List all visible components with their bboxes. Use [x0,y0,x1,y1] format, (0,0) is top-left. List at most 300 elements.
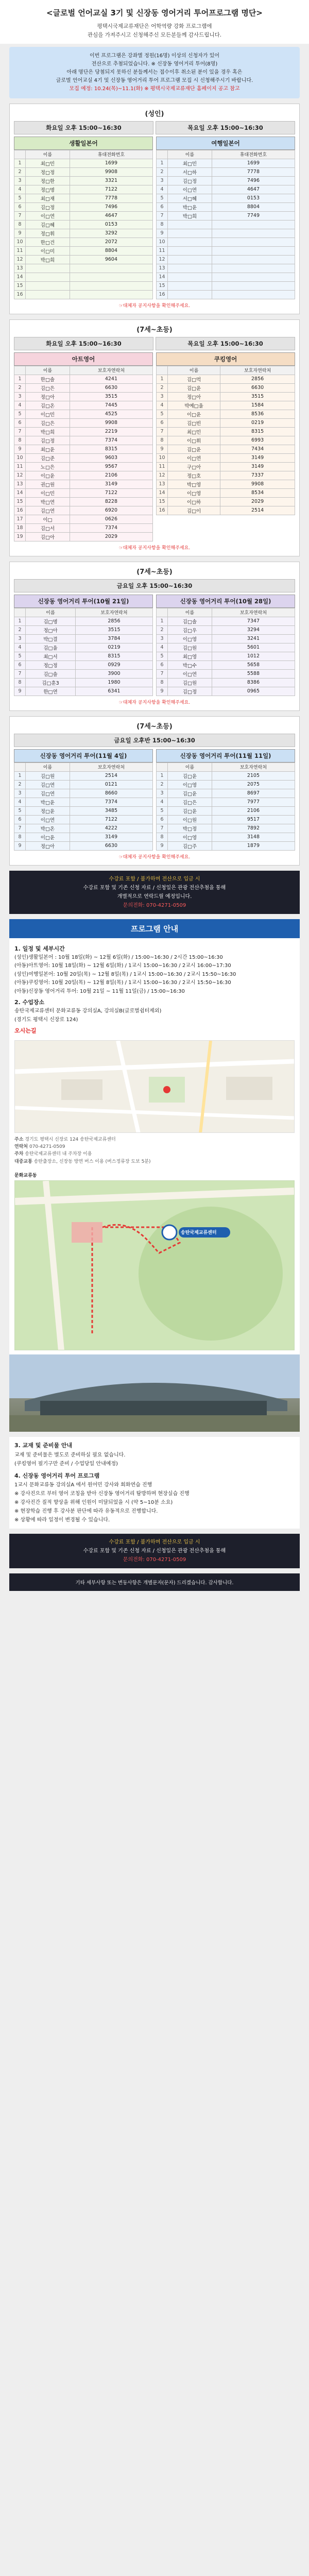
row-name: 김□우 [168,625,212,634]
campus-map-canvas[interactable] [14,1180,295,1350]
row-number: 1 [157,375,168,383]
col-phone-header: 보호자연락처 [70,762,152,771]
table-header-row [157,762,295,771]
col-number-header [157,762,168,771]
row-number: 10 [14,453,26,462]
row-name: 김□정 [168,176,212,185]
table-row [14,506,153,515]
row-name: 최□민 [26,159,70,167]
row-name: 이□휘 [168,436,220,445]
row-phone: 2105 [212,771,295,780]
notice-line-2: 전산으로 추첨되었습니다. ※ 신장동 영어거리 투어(8명) [91,61,218,67]
row-number: 8 [14,220,26,229]
row-phone: 8315 [220,427,295,436]
page-header [0,0,309,44]
row-name: 이□하 [168,497,220,506]
row-name [168,264,212,273]
row-name: 김□서 [26,523,70,532]
row-number: 15 [14,281,26,290]
row-number: 5 [157,652,168,660]
map-canvas[interactable] [14,1040,295,1133]
table-row [14,471,153,480]
row-phone: 6341 [75,687,152,696]
table-row [157,625,295,634]
row-number: 8 [157,220,168,229]
row-phone: 7778 [212,167,295,176]
table-row [157,290,295,299]
row-number: 19 [14,532,26,541]
row-phone: 2075 [212,780,295,789]
row-phone [212,290,295,299]
building-photo [9,1354,300,1432]
table-row [157,392,295,401]
footer-note: ☞대체자 공지사항을 확인해주세요. [118,854,191,860]
table-header-row [14,150,153,159]
table-row [14,273,153,281]
day-left: 화요일 오후 15:00~16:30 [14,121,153,134]
col-name-header: 이름 [168,608,212,617]
row-phone: 3515 [75,625,152,634]
row-name: 김□온 [26,401,70,410]
table-row [14,660,153,669]
row-number: 3 [157,789,168,798]
row-phone: 3784 [75,634,152,643]
row-number: 15 [157,497,168,506]
row-name: 이□윤 [168,410,220,418]
table-row [157,383,295,392]
table-row [14,410,153,418]
row-name: 이□영 [168,488,220,497]
table-row [157,687,295,696]
row-number: 3 [157,634,168,643]
row-name: 김□은 [26,418,70,427]
group-header: 여행일본어 [156,137,295,150]
row-name: 김□원 [168,643,212,652]
row-number: 6 [14,202,26,211]
row-phone: 1699 [70,159,152,167]
table-row [14,159,153,167]
row-number: 7 [157,211,168,220]
row-phone: 3321 [70,176,152,185]
row-phone: 2219 [70,427,152,436]
row-number: 2 [14,780,26,789]
closing-dark-line: 문의전화: 070-4271-0509 [123,1557,186,1563]
closing-info [9,1437,300,1529]
row-phone: 7347 [212,617,295,625]
table-row [157,798,295,806]
table-row [14,815,153,824]
map-label: 오시는길 [14,1027,37,1035]
parking-text: 송탄국제교류센터 내 주차장 이용 [25,1151,92,1157]
section-title: (7세~초등) [136,568,173,576]
table-row [14,211,153,220]
row-name: 김□연 [26,780,70,789]
row-phone: 7374 [70,436,152,445]
tour-line: ※ 강사진간 질적 향상을 위해 인원이 미달되었을 시 (약 5~10분 소요) [14,1500,173,1506]
table-row [14,246,153,255]
row-name: 박□영 [168,480,220,488]
col-phone-header: 휴대전화번호 [70,150,152,159]
row-number: 6 [157,660,168,669]
row-name: 한□건 [26,238,70,246]
row-number: 16 [14,506,26,515]
row-phone: 7122 [70,185,152,194]
row-name: 김□빈 [168,418,220,427]
row-name: 김□윤 [168,806,212,815]
row-name: 서□혜 [168,194,212,202]
row-number: 8 [157,436,168,445]
row-number: 5 [14,194,26,202]
row-phone: 7374 [70,798,152,806]
group-header: 신장동 영어거리 투어(10월 28일) [156,595,295,608]
row-name: 정□한 [26,176,70,185]
row-name: 이□ [26,515,70,523]
table-row [14,634,153,643]
row-phone: 9604 [70,255,152,264]
table-row [14,427,153,436]
row-phone [212,281,295,290]
table-header-row [14,608,153,617]
table-row [157,220,295,229]
table-row [157,678,295,687]
row-number: 15 [14,497,26,506]
row-number: 11 [14,462,26,471]
day-right: 목요일 오후 15:00~16:30 [156,121,295,134]
row-number: 15 [157,281,168,290]
tour-line: ※ 현장학습 진행 후 강사분 판단에 따라 유동적으로 진행합니다. [14,1509,158,1515]
table-row [14,532,153,541]
row-name: 이□민 [26,488,70,497]
row-number: 6 [14,660,26,669]
row-number: 12 [14,255,26,264]
row-phone: 0965 [212,687,295,696]
row-number: 4 [157,643,168,652]
row-name: 박□결 [26,634,76,643]
day-bar [14,734,295,747]
row-phone: 9567 [70,462,152,471]
row-name: 박예□율 [168,401,220,410]
table-row [14,841,153,850]
row-name: 김□정 [26,436,70,445]
col-phone-header: 보호자연락처 [212,608,295,617]
row-phone: 3241 [212,634,295,643]
table-row [157,789,295,798]
row-name: 정□윤 [26,806,70,815]
row-phone [212,229,295,238]
row-phone: 7496 [212,176,295,185]
row-name [168,281,212,290]
row-number: 3 [14,176,26,185]
row-phone: 7778 [70,194,152,202]
row-phone: 0153 [212,194,295,202]
col-number-header [14,608,26,617]
row-number: 3 [14,392,26,401]
table-row [14,480,153,488]
roster-table [14,150,153,299]
address-text: 경기도 평택시 신장로 124 송탄국제교류센터 [25,1137,116,1142]
row-number: 12 [14,471,26,480]
row-name: 김□연 [26,506,70,515]
table-row [14,798,153,806]
col-phone-header: 보호자연락처 [220,366,295,375]
bus-head: 대중교통 [14,1159,32,1164]
row-phone: 8804 [70,246,152,255]
table-row [14,264,153,273]
row-name: 정□아 [168,392,220,401]
row-name: 이□미 [26,246,70,255]
row-number: 4 [157,185,168,194]
row-name: 김□원 [26,771,70,780]
bus-text: 송탄출장소, 신장동 방면 버스 이용 (버스정류장 도보 5분) [33,1159,151,1164]
dark-line-3: 개별적으로 연락드릴 예정입니다. [117,893,192,900]
row-phone: 6993 [220,436,295,445]
row-phone: 0219 [75,643,152,652]
row-phone: 8228 [70,497,152,506]
row-name: 노□은 [26,462,70,471]
schedule-line: (성인)여행일본어: 10월 20일(목) ~ 12월 8일(목) / 1교시 15:00~16:30 / 2교시 15:50~16:30 [14,971,236,977]
row-phone: 3485 [70,806,152,815]
row-number: 5 [157,806,168,815]
row-number: 16 [157,290,168,299]
row-phone: 5588 [212,669,295,678]
row-name: 정□아 [26,841,70,850]
row-phone: 8534 [220,488,295,497]
row-phone: 3148 [212,833,295,841]
row-name: 이□연 [26,211,70,220]
day-bar [14,579,295,592]
row-phone: 4241 [70,375,152,383]
row-phone: 0121 [70,780,152,789]
row-number: 12 [157,471,168,480]
row-phone: 8315 [75,652,152,660]
row-phone: 9908 [70,418,152,427]
row-name: 한□연 [26,687,76,696]
table-row [157,445,295,453]
table-row [157,833,295,841]
row-number: 2 [157,625,168,634]
row-name: 김□준 [26,453,70,462]
table-row [14,418,153,427]
table-row [14,833,153,841]
dark-line-4: 문의전화: 070-4271-0509 [123,902,186,908]
row-name: 이□연 [168,185,212,194]
row-name: 김□율 [26,643,76,652]
schedule-line: (아동)신장동 영어거리 투어: 10월 21일 ~ 11월 11일(금) / 15:00~16:30 [14,988,185,994]
contact-text: 070-4271-0509 [29,1144,65,1149]
row-name: 한□솔 [26,375,70,383]
row-name: 박□온 [26,824,70,833]
table-row [157,176,295,185]
row-name [26,273,70,281]
tour-line: ※ 상황에 따라 일정이 변경될 수 있습니다. [14,1517,110,1523]
row-name: 김□솔 [26,669,76,678]
group-header: 신장동 영어거리 투어(10월 21일) [14,595,153,608]
row-phone: 1584 [220,401,295,410]
row-name [26,264,70,273]
row-phone: 9908 [220,480,295,488]
row-number: 8 [157,678,168,687]
row-name [26,281,70,290]
row-phone: 7122 [70,815,152,824]
group-header: 신장동 영어거리 투어(11월 11일) [156,749,295,762]
row-phone: 3149 [220,453,295,462]
table-row [157,185,295,194]
closing-payment-notice [9,1534,300,1568]
row-phone: 0153 [70,220,152,229]
table-row [14,176,153,185]
table-row [157,669,295,678]
row-phone: 8315 [70,445,152,453]
schedule-line: (아동)아트영어: 10월 18일(화) ~ 12월 6일(화) / 1교시 15:00~16:30 / 2교시 16:00~17:30 [14,963,231,969]
footer-note: ☞대체자 공지사항을 확인해주세요. [118,303,191,309]
bottom-note: 기타 세부사항 또는 변동사항은 개별문자(문자) 드리겠습니다. 감사합니다. [9,1573,300,1591]
row-name: 이□윤 [26,471,70,480]
row-phone: 4647 [70,211,152,220]
row-phone: 6630 [70,383,152,392]
table-row [14,375,153,383]
row-phone: 3515 [220,392,295,401]
row-number: 2 [157,167,168,176]
row-number: 14 [157,273,168,281]
table-row [157,660,295,669]
table-row [14,462,153,471]
row-name: 김□이 [168,506,220,515]
table-header-row [157,608,295,617]
table-row [157,506,295,515]
footer-note: ☞대체자 공지사항을 확인해주세요. [118,700,191,705]
row-name: 이□윤 [26,833,70,841]
col-number-header [14,366,26,375]
row-number: 1 [14,375,26,383]
row-phone: 8697 [212,789,295,798]
table-row [14,780,153,789]
row-phone: 1699 [212,159,295,167]
section-title: (성인) [145,110,164,118]
row-number: 4 [14,643,26,652]
row-number: 1 [14,617,26,625]
row-name: 박□희 [168,211,212,220]
intro-line-1: 평택시국제교류재단은 어학역량 강화 프로그램에 [97,23,212,29]
notice-line-5: 모집 예정: 10.24(목)~11.1(화) ※ 평택시국제교류재단 홈페이지 공고 참고 [69,86,240,92]
table-row [157,281,295,290]
campus-map-icon [15,1181,294,1350]
table-row [14,220,153,229]
col-name-header: 이름 [26,150,70,159]
table-row [157,375,295,383]
table-row [157,471,295,480]
row-number: 6 [157,418,168,427]
table-row [157,497,295,506]
row-phone: 7892 [212,824,295,833]
row-name: 정□아 [26,625,76,634]
row-number: 4 [14,798,26,806]
materials-line: (쿠킹영어 필기구만 준비 / 수업당일 안내예정) [14,1461,118,1467]
row-phone: 6920 [70,506,152,515]
row-name [168,220,212,229]
row-number: 3 [157,392,168,401]
row-number: 1 [14,159,26,167]
table-row [157,462,295,471]
row-phone: 0626 [70,515,152,523]
row-name: 김□윤 [168,383,220,392]
table-row [157,418,295,427]
table-row [14,789,153,798]
row-name [168,229,212,238]
table-row [157,202,295,211]
table-header-row [157,150,295,159]
table-row [14,669,153,678]
row-number: 5 [14,410,26,418]
table-row [157,273,295,281]
row-number: 8 [14,833,26,841]
day-left: 화요일 오후 15:00~16:30 [14,337,153,350]
row-name: 정□호 [168,471,220,480]
row-phone: 3149 [70,480,152,488]
closing-dark-line: 수강료 포함 / 불가하며 전산으로 입금 시 [109,1539,200,1546]
row-name: 김□은 [168,798,212,806]
row-phone: 4525 [70,410,152,418]
row-number: 9 [157,229,168,238]
row-phone: 1879 [212,841,295,850]
table-row [157,488,295,497]
row-phone: 4647 [212,185,295,194]
footer-note: ☞대체자 공지사항을 확인해주세요. [118,545,191,551]
row-number: 9 [157,687,168,696]
row-phone [70,273,152,281]
row-phone: 0929 [75,660,152,669]
row-name: 최□서 [26,652,76,660]
row-name: 김□솔 [168,617,212,625]
table-row [157,643,295,652]
table-header-row [14,762,153,771]
table-row [157,427,295,436]
row-number: 14 [14,273,26,281]
row-number: 9 [14,445,26,453]
roster-table [14,762,153,851]
row-phone: 7434 [220,445,295,453]
row-number: 7 [157,824,168,833]
table-row [14,229,153,238]
row-name: 정□정 [26,167,70,176]
row-number: 6 [14,815,26,824]
row-phone: 7337 [220,471,295,480]
row-number: 7 [14,669,26,678]
table-row [14,771,153,780]
row-name [168,238,212,246]
row-number: 18 [14,523,26,532]
table-row [14,392,153,401]
roster-table [156,762,295,851]
contact-head: 연락처 [14,1144,28,1149]
row-number: 1 [157,617,168,625]
child-section-2 [9,562,300,711]
row-phone [70,290,152,299]
table-row [157,617,295,625]
row-phone: 6630 [70,841,152,850]
street-map-icon [15,1041,294,1133]
row-name: 권□원 [26,480,70,488]
row-number: 5 [14,652,26,660]
row-number: 4 [157,401,168,410]
col-name-header: 이름 [168,366,220,375]
row-number: 10 [157,238,168,246]
row-number: 8 [14,678,26,687]
schedule-line: (아동)쿠킹영어: 10월 20일(목) ~ 12월 8일(목) / 1교시 15:00~16:30 / 2교시 15:50~16:30 [14,980,231,986]
col-name-header: 이름 [168,762,212,771]
day-bar [14,337,295,350]
row-phone: 3149 [70,833,152,841]
row-number: 14 [14,488,26,497]
